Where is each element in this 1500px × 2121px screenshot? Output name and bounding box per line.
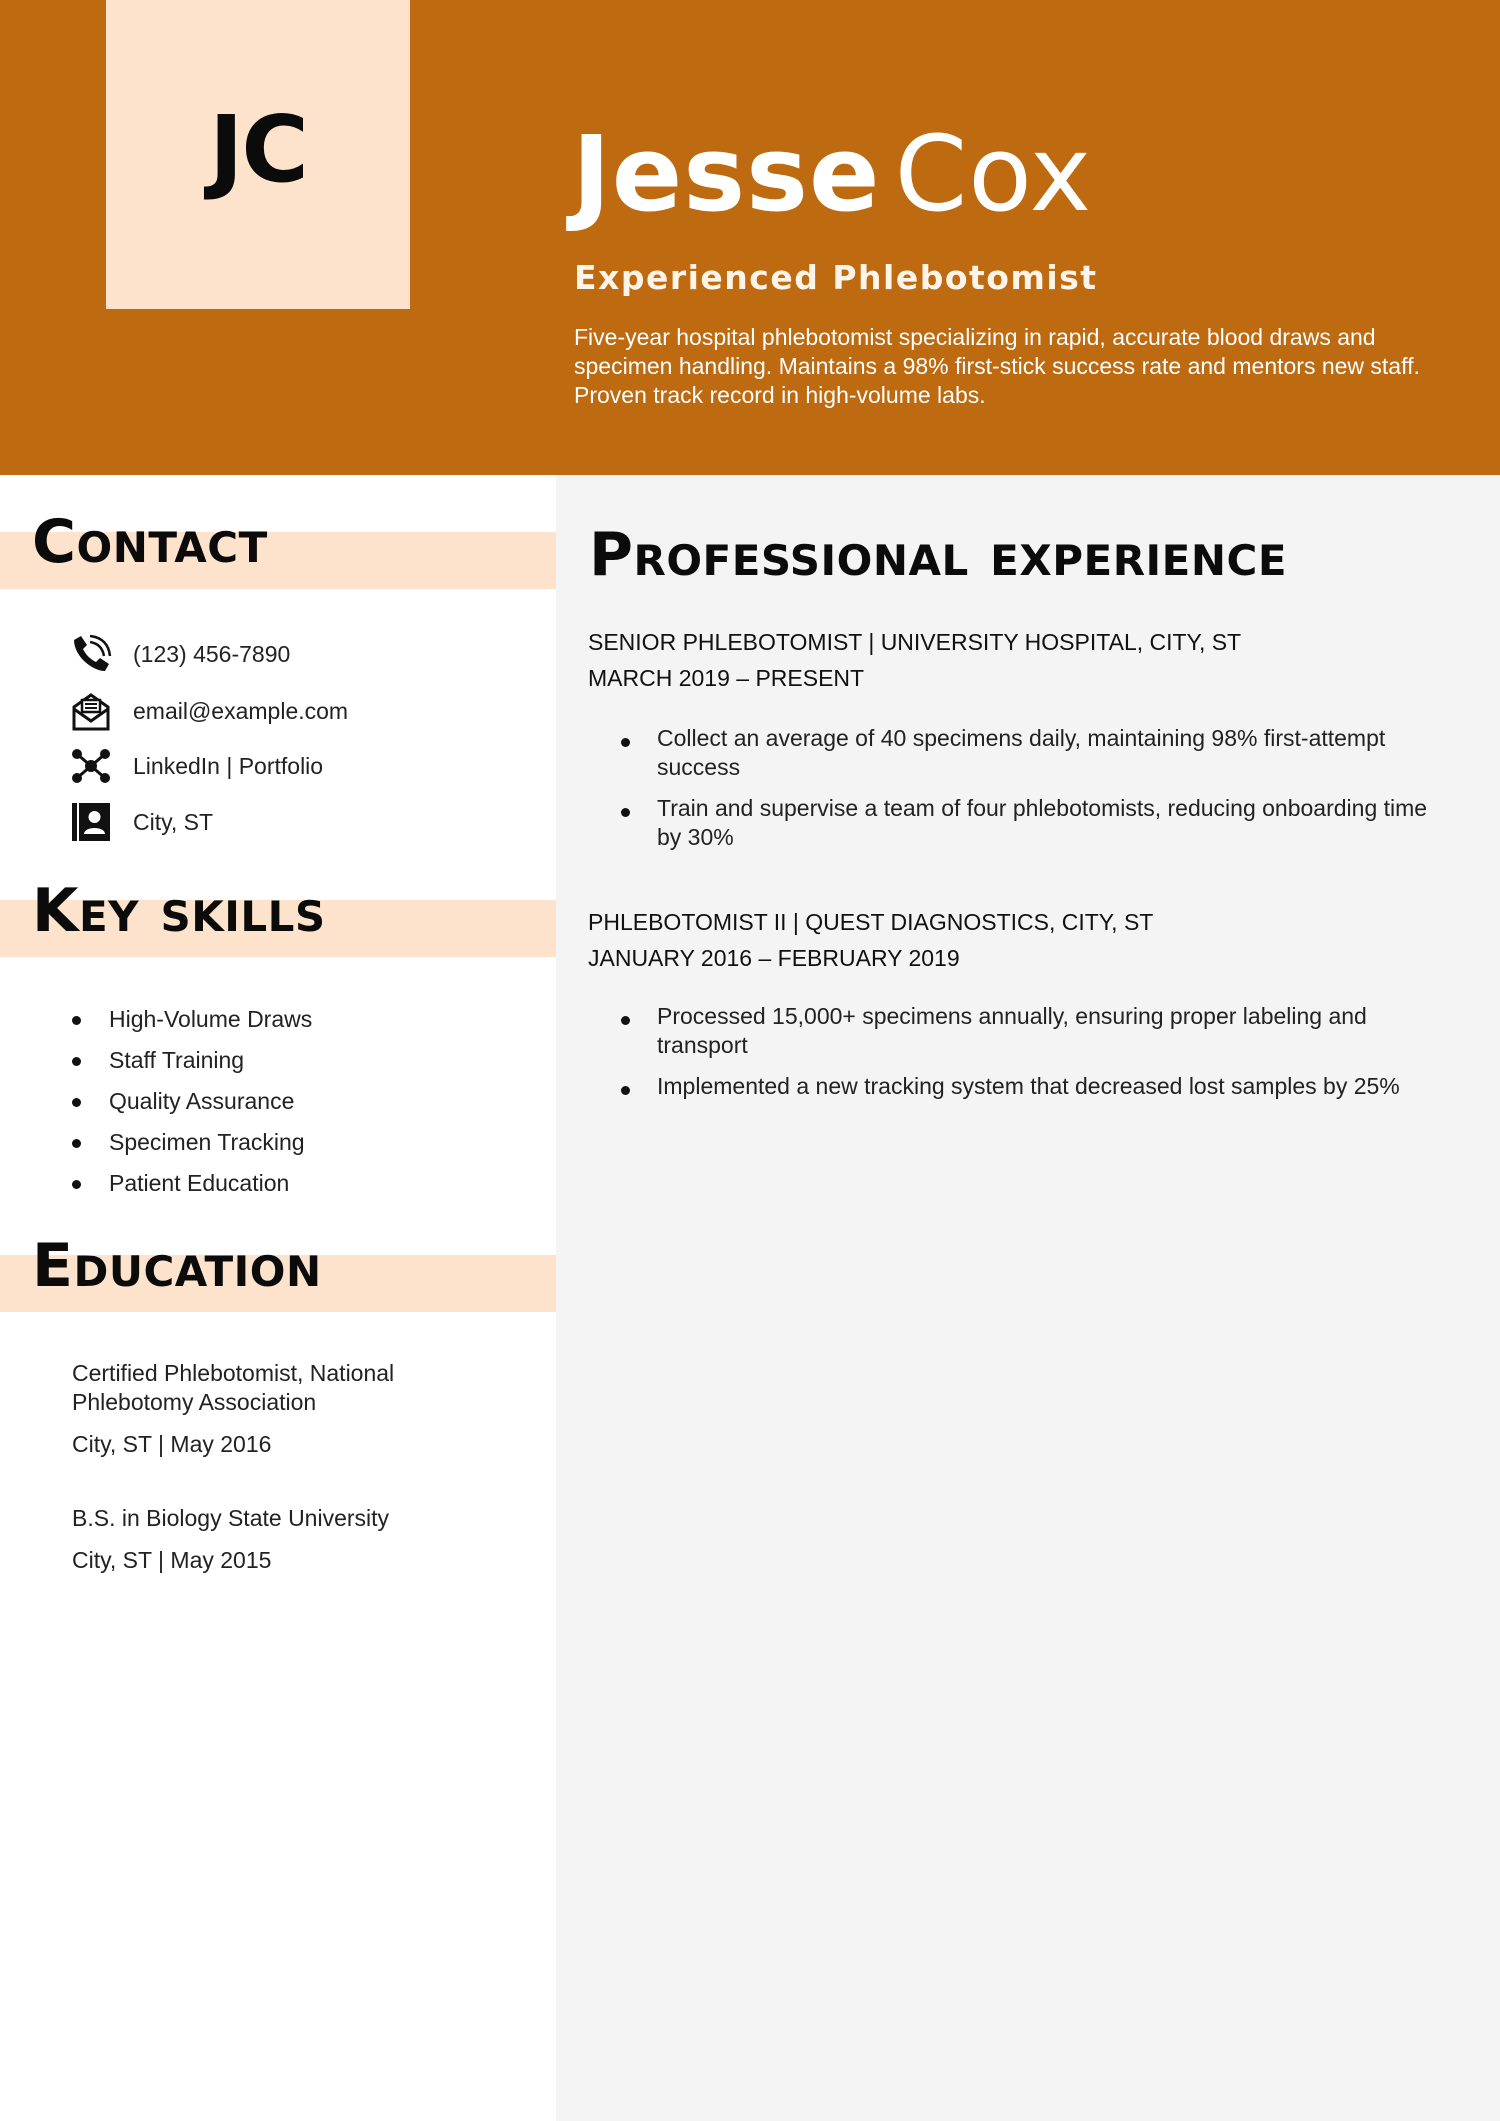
- job-header: [588, 624, 1241, 696]
- job-bullets: [621, 724, 1441, 864]
- skill-item: Quality Assurance: [72, 1084, 312, 1125]
- address-book-icon: [70, 802, 112, 842]
- envelope-icon: [70, 691, 112, 731]
- contact-phone: [70, 634, 290, 674]
- right-column: [556, 475, 1500, 2121]
- location: City, ST: [133, 808, 214, 835]
- network-icon: [70, 746, 112, 786]
- job-dates: JANUARY 2016 – FEBRUARY 2019: [588, 945, 960, 971]
- monogram-box: [106, 0, 410, 309]
- skill-item: Patient Education: [72, 1166, 312, 1207]
- job-bullets: [621, 1002, 1441, 1113]
- job-bullet: Train and supervise a team of four phlebotomists, reducing onboarding time by 30%: [621, 794, 1441, 852]
- contact-email: [70, 691, 348, 731]
- skills-heading: Key skills: [32, 876, 326, 946]
- education-degree: B.S. in Biology State University: [72, 1505, 390, 1531]
- contact-heading: Contact: [32, 507, 268, 577]
- monogram: JC: [209, 96, 307, 203]
- job-bullet: Processed 15,000+ specimens annually, ensuring proper labeling and transport: [621, 1002, 1441, 1060]
- linkedin-portfolio: LinkedIn | Portfolio: [133, 752, 324, 779]
- education-heading: Education: [32, 1231, 322, 1301]
- profile-summary: Five-year hospital phlebotomist specializing in rapid, accurate blood draws and specimen handling. Maintains a 98% first-stick success rate and mentors new staff. Proven track record in high-volume labs.: [574, 324, 1420, 408]
- skill-item: High-Volume Draws: [72, 1002, 312, 1043]
- candidate-name: [572, 113, 1093, 235]
- experience-heading: Professional experience: [589, 520, 1288, 590]
- job-dates: MARCH 2019 – PRESENT: [588, 665, 865, 691]
- header-banner: [0, 0, 1500, 475]
- contact-location: [70, 802, 213, 842]
- last-name: Cox: [894, 113, 1093, 235]
- education-degree: Certified Phlebotomist, National Phlebotomy Association: [72, 1360, 395, 1415]
- skills-list: [72, 1002, 312, 1207]
- phone-icon: [70, 634, 112, 674]
- education-meta: City, ST | May 2016: [72, 1431, 272, 1457]
- contact-links: [70, 746, 323, 786]
- phone-number: (123) 456-7890: [133, 640, 291, 667]
- education-item: [72, 1359, 472, 1459]
- education-meta: City, ST | May 2015: [72, 1547, 272, 1573]
- email-address: email@example.com: [133, 697, 349, 724]
- first-name: Jesse: [572, 113, 881, 235]
- skill-item: Staff Training: [72, 1043, 312, 1084]
- job-header: [588, 904, 1153, 976]
- job-heading: PHLEBOTOMIST II | QUEST DIAGNOSTICS, CITY, ST: [588, 909, 1154, 935]
- job-bullet: Collect an average of 40 specimens daily, maintaining 98% first-attempt success: [621, 724, 1441, 782]
- job-bullet: Implemented a new tracking system that decreased lost samples by 25%: [621, 1072, 1441, 1101]
- education-item: [72, 1504, 472, 1575]
- job-heading: SENIOR PHLEBOTOMIST | UNIVERSITY HOSPITAL, CITY, ST: [588, 629, 1242, 655]
- job-title: Experienced Phlebotomist: [574, 258, 1098, 297]
- skill-item: Specimen Tracking: [72, 1125, 312, 1166]
